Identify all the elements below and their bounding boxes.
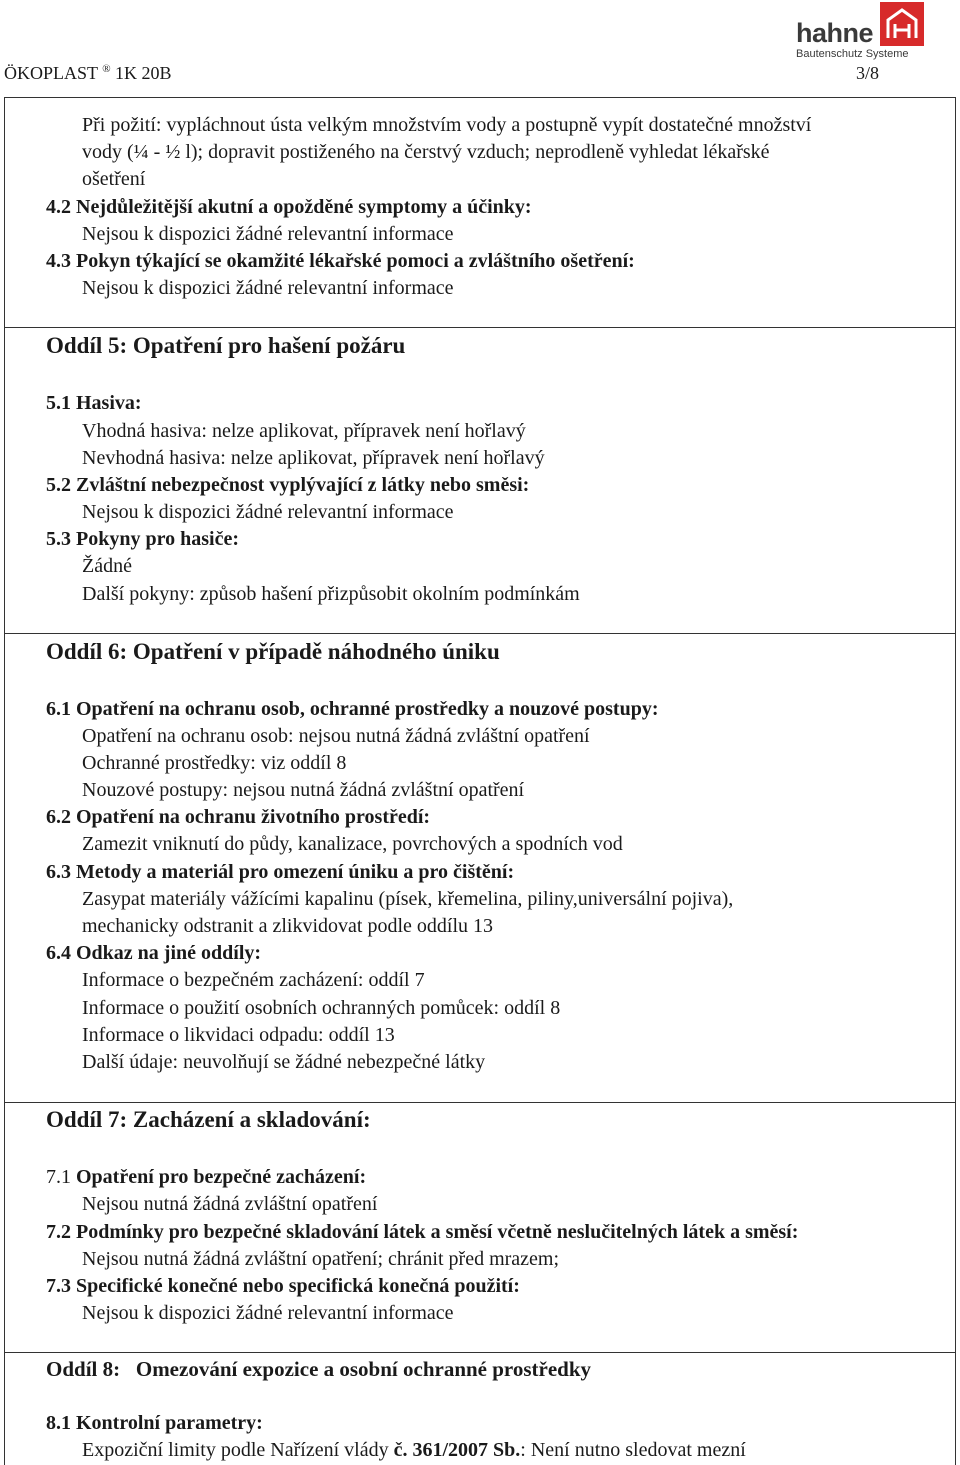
subsection-heading: 6.4 Odkaz na jiné oddíly: [46,942,262,964]
text-line: Nouzové postupy: nejsou nutná žádná zvláštní opatření [82,779,525,801]
subsection-heading: 7.1 Opatření pro bezpečné zacházení: [46,1166,367,1188]
document-title: ÖKOPLAST ® 1K 20B [4,63,172,83]
text-line: Zasypat materiály vážícími kapalinu (písek, křemelina, piliny,universální pojiva), [82,888,734,910]
text-line: Zamezit vniknutí do půdy, kanalizace, povrchových a spodních vod [82,833,623,855]
subsection-heading: 5.2 Zvláštní nebezpečnost vyplývající z látky nebo směsi: [46,474,530,496]
subsection-heading: 5.1 Hasiva: [46,392,142,414]
text-line: Nejsou k dispozici žádné relevantní informace [82,277,454,299]
subsection-heading: 4.3 Pokyn týkající se okamžité lékařské pomoci a zvláštního ošetření: [46,250,635,272]
text-line: vody (¼ - ½ l); dopravit postiženého na čerstvý vzduch; neprodleně vyhledat lékařské [82,141,770,163]
text-line: ošetření [82,168,146,190]
text-line: Nevhodná hasiva: nelze aplikovat, přípravek není hořlavý [82,447,545,469]
section-heading: Oddíl 8: Omezování expozice a osobní ochranné prostředky [46,1357,592,1381]
text-line: Opatření na ochranu osob: nejsou nutná žádná zvláštní opatření [82,725,590,747]
text-line: Nejsou k dispozici žádné relevantní informace [82,1302,454,1324]
text-line: Vhodná hasiva: nelze aplikovat, přípravek není hořlavý [82,420,526,442]
text-line: Expoziční limity podle Nařízení vlády č. 361/2007 Sb.: Není nutno sledovat mezní [82,1439,746,1461]
subsection-heading: 5.3 Pokyny pro hasiče: [46,528,239,550]
registered-mark: ® [102,63,111,75]
section-heading: Oddíl 7: Zacházení a skladování: [46,1107,371,1132]
page-header [0,0,960,100]
logo-subtitle: Bautenschutz Systeme [796,48,909,60]
subsection-heading: 8.1 Kontrolní parametry: [46,1412,263,1434]
house-logo-icon [880,2,924,46]
text-line: Informace o použití osobních ochranných pomůcek: oddíl 8 [82,997,561,1019]
text-line: Informace o bezpečném zacházení: oddíl 7 [82,969,425,991]
text-line: Žádné [82,555,132,577]
company-logo [792,2,932,62]
subsection-heading: 7.3 Specifické konečné nebo specifická konečná použití: [46,1275,520,1297]
page-number: 3/8 [856,63,880,83]
subsection-heading: 7.2 Podmínky pro bezpečné skladování látek a směsí včetně neslučitelných látek a směsí: [46,1221,799,1243]
section-heading: Oddíl 6: Opatření v případě náhodného úniku [46,639,500,664]
text-line: Nejsou k dispozici žádné relevantní informace [82,501,454,523]
subsection-heading: 6.3 Metody a materiál pro omezení úniku a pro čištění: [46,861,515,883]
text-line: Nejsou nutná žádná zvláštní opatření; chránit před mrazem; [82,1248,560,1270]
text-line: Nejsou nutná žádná zvláštní opatření [82,1193,378,1215]
text-line: mechanicky odstranit a zlikvidovat podle oddílu 13 [82,915,494,937]
section-heading: Oddíl 5: Opatření pro hašení požáru [46,333,406,358]
logo-name: hahne [796,18,874,48]
text-line: Další údaje: neuvolňují se žádné nebezpečné látky [82,1051,486,1073]
text-line: Nejsou k dispozici žádné relevantní informace [82,223,454,245]
text-line: Při požití: vypláchnout ústa velkým množstvím vody a postupně vypít dostatečné množství [82,114,812,136]
text-line: Ochranné prostředky: viz oddíl 8 [82,752,347,774]
subsection-heading: 6.2 Opatření na ochranu životního prostředí: [46,806,431,828]
text-line: Další pokyny: způsob hašení přizpůsobit okolním podmínkám [82,583,580,605]
text-line: Informace o likvidaci odpadu: oddíl 13 [82,1024,395,1046]
subsection-heading: 6.1 Opatření na ochranu osob, ochranné prostředky a nouzové postupy: [46,698,659,720]
subsection-heading: 4.2 Nejdůležitější akutní a opožděné symptomy a účinky: [46,196,532,218]
